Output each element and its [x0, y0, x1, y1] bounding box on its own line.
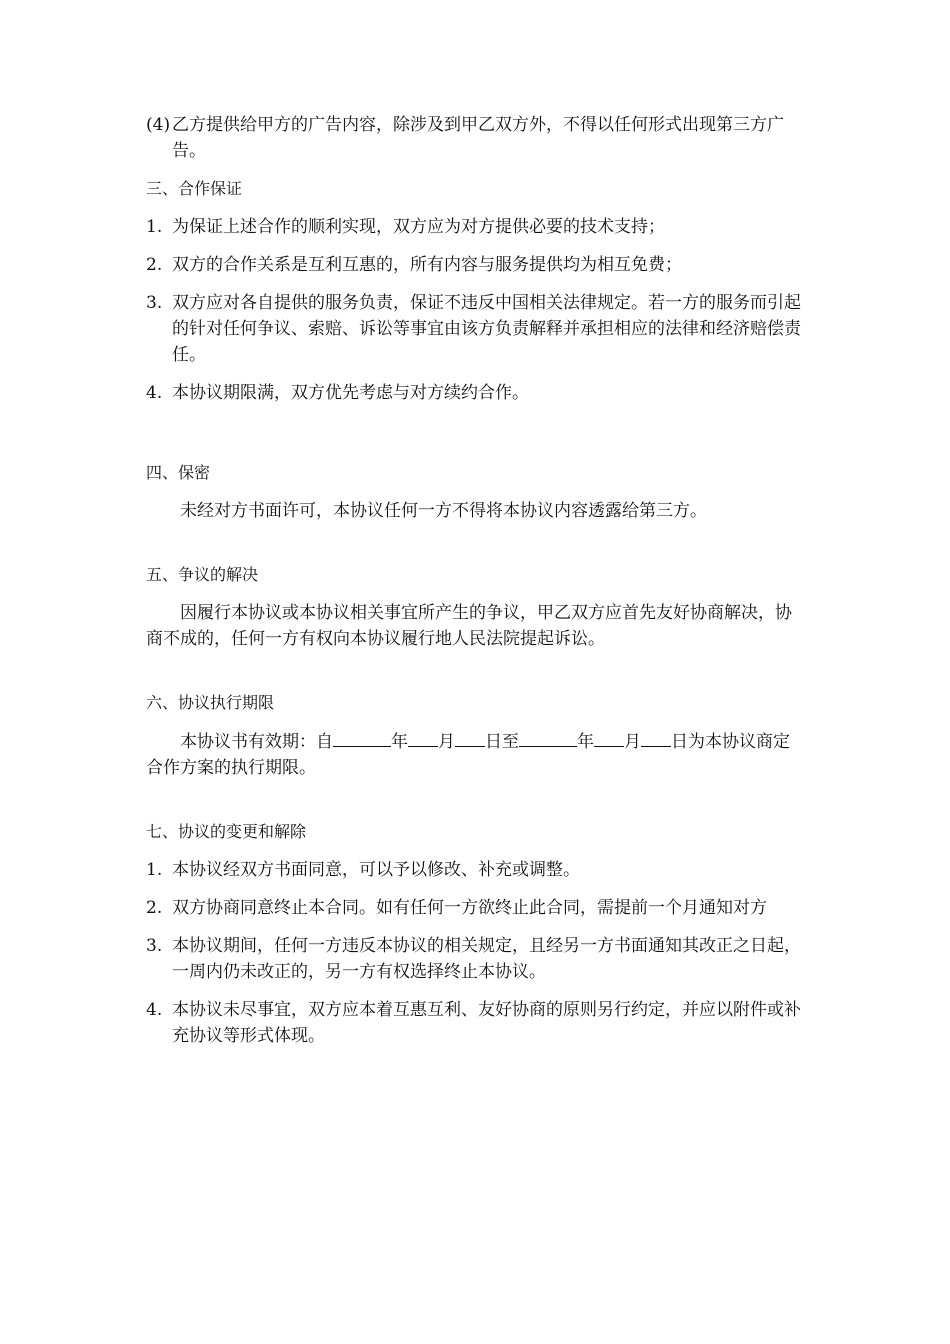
end-month-blank[interactable]	[594, 728, 624, 747]
list-item	[146, 112, 806, 164]
section-heading-guarantee: 三、合作保证	[146, 179, 243, 198]
list-item	[146, 857, 806, 883]
end-day-blank[interactable]	[641, 728, 671, 747]
section-heading-term: 六、协议执行期限	[146, 693, 275, 712]
end-year-blank[interactable]	[519, 728, 577, 747]
item-text: 双方协商同意终止本合同。如有任何一方欲终止此合同，需提前一个月通知对方	[172, 898, 767, 918]
month-label: 月	[624, 732, 641, 752]
item-number: 2.	[146, 898, 163, 918]
item-number: 2.	[146, 255, 163, 275]
item-number: 3.	[146, 293, 163, 313]
item-number: 3.	[146, 936, 163, 956]
section-heading-confidentiality: 四、保密	[146, 463, 211, 482]
item-number: (4)	[146, 115, 171, 135]
list-item	[146, 997, 806, 1049]
item-number: 4.	[146, 1000, 163, 1020]
paragraph-dispute: 因履行本协议或本协议相关事宜所产生的争议，甲乙双方应首先友好协商解决，协商不成的，任何一方有权向本协议履行地人民法院提起诉讼。	[146, 603, 792, 649]
start-day-blank[interactable]	[455, 728, 485, 747]
paragraph-term	[146, 728, 806, 781]
list-item	[146, 290, 806, 368]
item-number: 1.	[146, 860, 163, 880]
document-page	[146, 112, 806, 1061]
section-heading-modification: 七、协议的变更和解除	[146, 822, 307, 841]
term-text-start: 本协议书有效期：自	[180, 732, 333, 752]
term-text-end: 日为本协议商定合作方案的执行期限。	[146, 732, 790, 778]
item-text: 乙方提供给甲方的广告内容，除涉及到甲乙双方外，不得以任何形式出现第三方广告。	[172, 115, 784, 161]
list-item	[146, 214, 806, 240]
item-text: 本协议未尽事宜，双方应本着互惠互利、友好协商的原则另行约定，并应以附件或补充协议等形式体现。	[172, 1000, 801, 1046]
day-to-label: 日至	[485, 732, 519, 752]
section-heading-dispute: 五、争议的解决	[146, 565, 259, 584]
list-item	[146, 380, 806, 406]
list-item	[146, 895, 806, 921]
item-text: 本协议期间，任何一方违反本协议的相关规定，且经另一方书面通知其改正之日起，一周内仍未改正的，另一方有权选择终止本协议。	[172, 936, 801, 982]
item-text: 本协议经双方书面同意，可以予以修改、补充或调整。	[172, 860, 580, 880]
item-text: 本协议期限满，双方优先考虑与对方续约合作。	[172, 383, 529, 403]
year-label: 年	[391, 732, 408, 752]
item-number: 4.	[146, 383, 163, 403]
list-item	[146, 252, 806, 278]
start-year-blank[interactable]	[333, 728, 391, 747]
item-text: 为保证上述合作的顺利实现，双方应为对方提供必要的技术支持；	[172, 217, 665, 237]
item-text: 双方应对各自提供的服务负责，保证不违反中国相关法律规定。若一方的服务而引起的针对任何争议、索赔、诉讼等事宜由该方负责解释并承担相应的法律和经济赔偿责任。	[172, 293, 801, 365]
paragraph-confidentiality: 未经对方书面许可，本协议任何一方不得将本协议内容透露给第三方。	[180, 501, 707, 521]
start-month-blank[interactable]	[408, 728, 438, 747]
year-label: 年	[577, 732, 594, 752]
month-label: 月	[438, 732, 455, 752]
list-item	[146, 933, 806, 985]
item-text: 双方的合作关系是互利互惠的，所有内容与服务提供均为相互免费；	[172, 255, 682, 275]
item-number: 1.	[146, 217, 163, 237]
